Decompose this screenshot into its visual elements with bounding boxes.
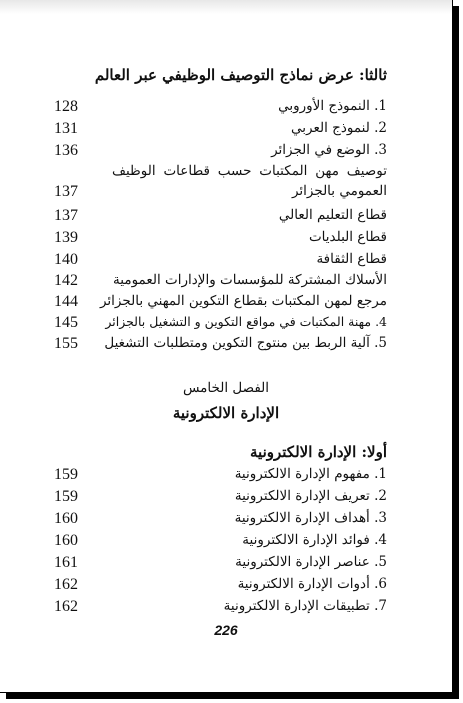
toc-entry: 7. تطبيقات الإدارة الالكترونية — [223, 598, 387, 614]
toc-page-number: 139 — [54, 229, 78, 246]
chapter-label: الفصل الخامس — [182, 380, 270, 396]
toc-row[interactable] — [54, 251, 387, 273]
toc-entry: قطاع البلديات — [308, 229, 387, 245]
toc-entry: 6. أدوات الإدارة الالكترونية — [237, 576, 387, 592]
toc-entry-multiline-line2: العمومي بالجزائر — [291, 183, 387, 199]
toc-row[interactable] — [54, 120, 387, 142]
toc-page-number: 137 — [54, 207, 78, 224]
toc-row[interactable] — [54, 229, 387, 251]
toc-page-number: 136 — [54, 142, 78, 159]
toc-entry: 3. الوضع في الجزائر — [271, 142, 387, 158]
toc-row[interactable] — [54, 532, 387, 554]
toc-entry: قطاع التعليم العالي — [278, 207, 387, 223]
toc-page-number: 159 — [54, 488, 78, 505]
toc-page-number: 162 — [54, 598, 78, 615]
toc-page-number: 161 — [54, 554, 78, 571]
section-heading-3: ثالثا: عرض نماذج التوصيف الوظيفي عبر العالم — [94, 66, 387, 84]
toc-row[interactable] — [54, 466, 387, 488]
toc-entry-multiline-line1: توصيف مهن المكتبات حسب قطاعات الوظيف — [112, 163, 387, 179]
toc-page-number: 160 — [54, 510, 78, 527]
toc-page-number: 140 — [54, 251, 78, 268]
toc-entry: 4. مهنة المكتبات في مواقع التكوين و التشغيل بالجزائر — [105, 314, 387, 329]
chapter-title: الإدارة الالكترونية — [172, 404, 280, 422]
toc-row[interactable] — [54, 576, 387, 598]
toc-entry: الأسلاك المشتركة للمؤسسات والإدارات العمومية — [113, 272, 387, 288]
toc-row[interactable] — [54, 554, 387, 576]
toc-entry: 5. عناصر الإدارة الالكترونية — [235, 554, 387, 570]
toc-row[interactable] — [54, 98, 387, 120]
toc-entry: 1. مفهوم الإدارة الالكترونية — [234, 466, 387, 482]
toc-entry: 5. آلية الربط بين منتوج التكوين ومتطلبات التشغيل — [104, 335, 387, 351]
toc-page-number: 159 — [54, 466, 78, 483]
toc-page-number: 144 — [54, 293, 78, 310]
toc-entry: 3. أهداف الإدارة الالكترونية — [234, 510, 387, 526]
toc-page-number: 128 — [54, 98, 78, 115]
toc-page-number: 131 — [54, 120, 78, 137]
toc-page-number: 142 — [54, 272, 78, 289]
toc-row[interactable] — [54, 293, 387, 315]
toc-page-number: 160 — [54, 532, 78, 549]
toc-row[interactable] — [54, 207, 387, 229]
scan-shadow — [0, 0, 452, 14]
toc-entry: 2. تعريف الإدارة الالكترونية — [234, 488, 387, 504]
toc-page-number: 145 — [54, 314, 78, 331]
toc-entry: 1. النموذج الأوروبي — [278, 98, 387, 114]
toc-entry: 2. لنموذج العربي — [291, 120, 387, 136]
toc-row[interactable] — [54, 272, 387, 294]
toc-entry: مرجع لمهن المكتبات بقطاع التكوين المهني بالجزائر — [99, 293, 387, 309]
toc-row[interactable] — [54, 142, 387, 164]
toc-entry: 4. فوائد الإدارة الالكترونية — [242, 532, 387, 548]
toc-page-number: 155 — [54, 335, 78, 352]
toc-row[interactable] — [54, 335, 387, 357]
toc-page-number: 137 — [54, 183, 78, 200]
toc-row[interactable] — [54, 598, 387, 620]
toc-row[interactable] — [54, 314, 387, 336]
section-heading-1: أولا: الإدارة الالكترونية — [250, 443, 387, 461]
toc-page-number: 162 — [54, 576, 78, 593]
toc-row[interactable] — [54, 183, 387, 205]
page-number: 226 — [214, 622, 238, 638]
toc-entry: قطاع الثقافة — [316, 251, 387, 267]
toc-row[interactable] — [54, 488, 387, 510]
toc-row[interactable] — [54, 510, 387, 532]
